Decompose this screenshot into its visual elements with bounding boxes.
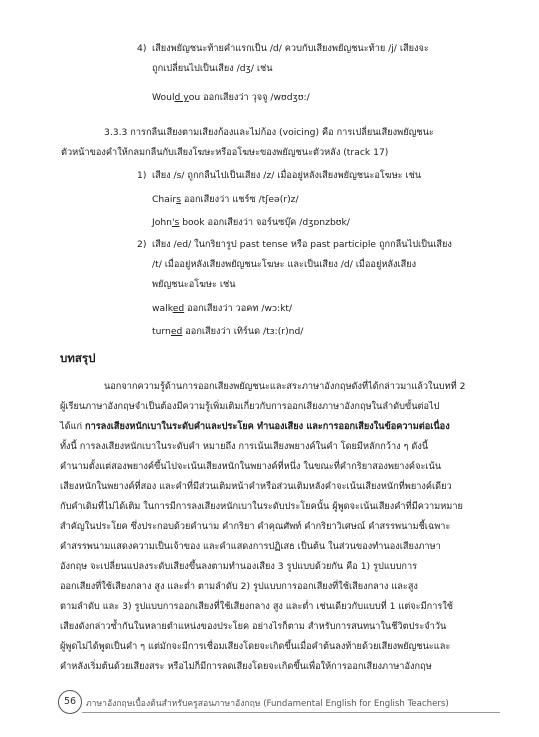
sub-1-line-1: เสียง /s/ ถูกกลืนไปเป็นเสียง /z/ เมื่ออยู่หลังเสียงพยัญชนะอโฆษะ เช่น <box>152 170 422 181</box>
summary-line-8: สำคัญในประโยค ซึ่งประกอบด้วยคำนาม คำกริยา คำคุณศัพท์ คำกริยาวิเศษณ์ คำสรรพนามชี้เฉพาะ <box>60 521 451 532</box>
example-word-underlined: s <box>176 194 181 205</box>
sub-2-number: 2) <box>137 239 147 250</box>
summary-line-1: นอกจากความรู้ด้านการออกเสียงพยัญชนะและสระภาษาอังกฤษดังที่ได้กล่าวมาแล้วในบทที่ 2 <box>104 381 466 392</box>
summary-line-12: ตามลำดับ และ 3) รูปแบบการออกเสียงที่ใช้เสียงกลาง สูง และต่ำ เช่นเดียวกับแบบที่ 1 แต่จะมีการใช้ <box>60 601 454 612</box>
example-word-underlined: ed <box>172 303 185 314</box>
section-333-line-1: 3.3.3 การกลืนเสียงตามเสียงก้องและไม่ก้อง (voicing) คือ การเปลี่ยนเสียงพยัญชนะ <box>104 127 434 138</box>
example-word-rest: ou <box>188 92 201 103</box>
summary-heading: บทสรุป <box>60 351 96 365</box>
summary-line-2: ผู้เรียนภาษาอังกฤษจำเป็นต้องมีความรู้เพิ่มเติมเกี่ยวกับการออกเสียงภาษาอังกฤษในลำดับขั้นต่อไป <box>60 401 440 412</box>
sub-2-line-3: พยัญชนะอโฆษะ เช่น <box>152 279 236 290</box>
example-pronunciation: ออกเสียงว่า วอคท /wɔ:kt/ <box>184 303 293 314</box>
example-word: Chair <box>152 194 177 205</box>
example-word: John <box>152 217 172 228</box>
summary-line-3 <box>60 421 450 433</box>
footer-title: ภาษาอังกฤษเบื้องต้นสำหรับครูสอนภาษาอังกฤษ (Fundamental English for English Teachers) <box>86 699 449 709</box>
summary-line-5: คำนามตั้งแต่สองพยางค์ขึ้นไปจะเน้นเสียงหนักในพยางค์ที่หนึ่ง ในขณะที่คำกริยาสองพยางค์จะเน้น <box>60 461 442 472</box>
summary-line-6: เสียงหนักในพยางค์ที่สอง และคำที่มีส่วนเติมหน้าคำหรือส่วนเติมหลังคำจะเน้นเสียงหนักที่พยางค์เดียว <box>60 481 452 492</box>
summary-line-11: ออกเสียงที่ใช้เสียงกลาง สูง และต่ำ ตามลำดับ 2) รูปแบบการออกเสียงที่ใช้เสียงกลาง และสูง <box>60 581 418 592</box>
summary-line-13: เสียงดังกล่าวซ้ำกันในหลายตำแหน่งของประโยค อย่างไรก็ตาม สำหรับการสนทนาในชีวิตประจำวัน <box>60 621 447 632</box>
sub-1-example-2 <box>152 217 350 229</box>
sub-2-example-1 <box>152 303 292 315</box>
sub-1-example-1 <box>152 194 299 206</box>
sub-2-line-1: เสียง /ed/ ในกริยารูป past tense หรือ past participle ถูกกลืนไปเป็นเสียง <box>152 239 452 250</box>
example-word-underlined: ed <box>170 326 183 337</box>
item-4-line-1: เสียงพยัญชนะท้ายคำแรกเป็น /d/ ควบกับเสียงพยัญชนะท้าย /j/ เสียงจะ <box>152 43 429 54</box>
section-333-line-2: ตัวหน้าของคำให้กลมกลืนกับเสียงโฆษะหรืออโฆษะของพยัญชนะตัวหลัง (track 17) <box>61 147 389 158</box>
summary-line-3-plain: ได้แก่ <box>60 421 85 432</box>
summary-line-10: อังกฤษ จะเปลี่ยนแปลงระดับเสียงขึ้นลงตามทำนองเสียง 3 รูปแบบด้วยกัน คือ 1) รูปแบบการ <box>60 561 418 572</box>
item-4-example <box>152 92 310 104</box>
example-word: walk <box>152 303 173 314</box>
example-pronunciation: ออกเสียงว่า วุจจู /wʊdʒʊ:/ <box>200 92 310 103</box>
item-4-line-2: ถูกเปลี่ยนไปเป็นเสียง /dʒ/ เช่น <box>152 63 273 74</box>
sub-2-line-2: /t/ เมื่ออยู่หลังเสียงพยัญชนะโฆษะ และเป็นเสียง /d/ เมื่ออยู่หลังเสียง <box>152 259 417 270</box>
item-4-number: 4) <box>137 43 147 54</box>
example-pronunciation: ออกเสียงว่า แชร์ซ /tʃeə(r)z/ <box>181 194 299 205</box>
summary-line-14: ผู้พูดไม่ได้พูดเป็นคำ ๆ แต่มักจะมีการเชื่อมเสียงโดยจะเกิดขึ้นเมื่อคำต้นลงท้ายด้วยเสียงพยัญชนะและ <box>60 641 451 652</box>
footer-divider <box>82 712 500 713</box>
example-pronunciation: book ออกเสียงว่า จอร์นซบุ๊ค /dʒɒnzbʊk/ <box>179 217 350 228</box>
sub-2-example-2 <box>152 326 303 338</box>
sub-1-number: 1) <box>137 170 147 181</box>
example-word-underlined: d y <box>174 92 189 103</box>
example-word-underlined: 's <box>171 217 180 228</box>
summary-line-3-bold: การลงเสียงหนักเบาในระดับคำและประโยค ทำนองเสียง และการออกเสียงในข้อความต่อเนื่อง <box>85 421 450 432</box>
example-word: Woul <box>152 92 175 103</box>
summary-line-9: คำสรรพนามแสดงความเป็นเจ้าของ และคำแสดงการปฏิเสธ เป็นต้น ในส่วนของทำนองเสียงภาษา <box>60 541 441 552</box>
page-number-badge: 56 <box>58 690 82 714</box>
summary-line-15: คำหลังเริ่มต้นด้วยเสียงสระ หรือไม่ก็มีการลดเสียงโดยจะเกิดขึ้นเพื่อให้การออกเสียงภาษาอังกฤษ <box>60 661 432 672</box>
example-word: turn <box>152 326 171 337</box>
summary-line-4: ทั้งนี้ การลงเสียงหนักเบาในระดับคำ หมายถึง การเน้นเสียงพยางค์ในคำ โดยมีหลักกว้าง ๆ ดังนี้ <box>60 441 429 452</box>
example-pronunciation: ออกเสียงว่า เทิร์นด /tɜ:(r)nd/ <box>182 326 304 337</box>
summary-line-7: กับคำเดิมที่ไม่ได้เติม ในการมีการลงเสียงหนักเบาในระดับประโยคนั้น ผู้พูดจะเน้นเสียงคำที่มีความหมาย <box>60 501 463 512</box>
